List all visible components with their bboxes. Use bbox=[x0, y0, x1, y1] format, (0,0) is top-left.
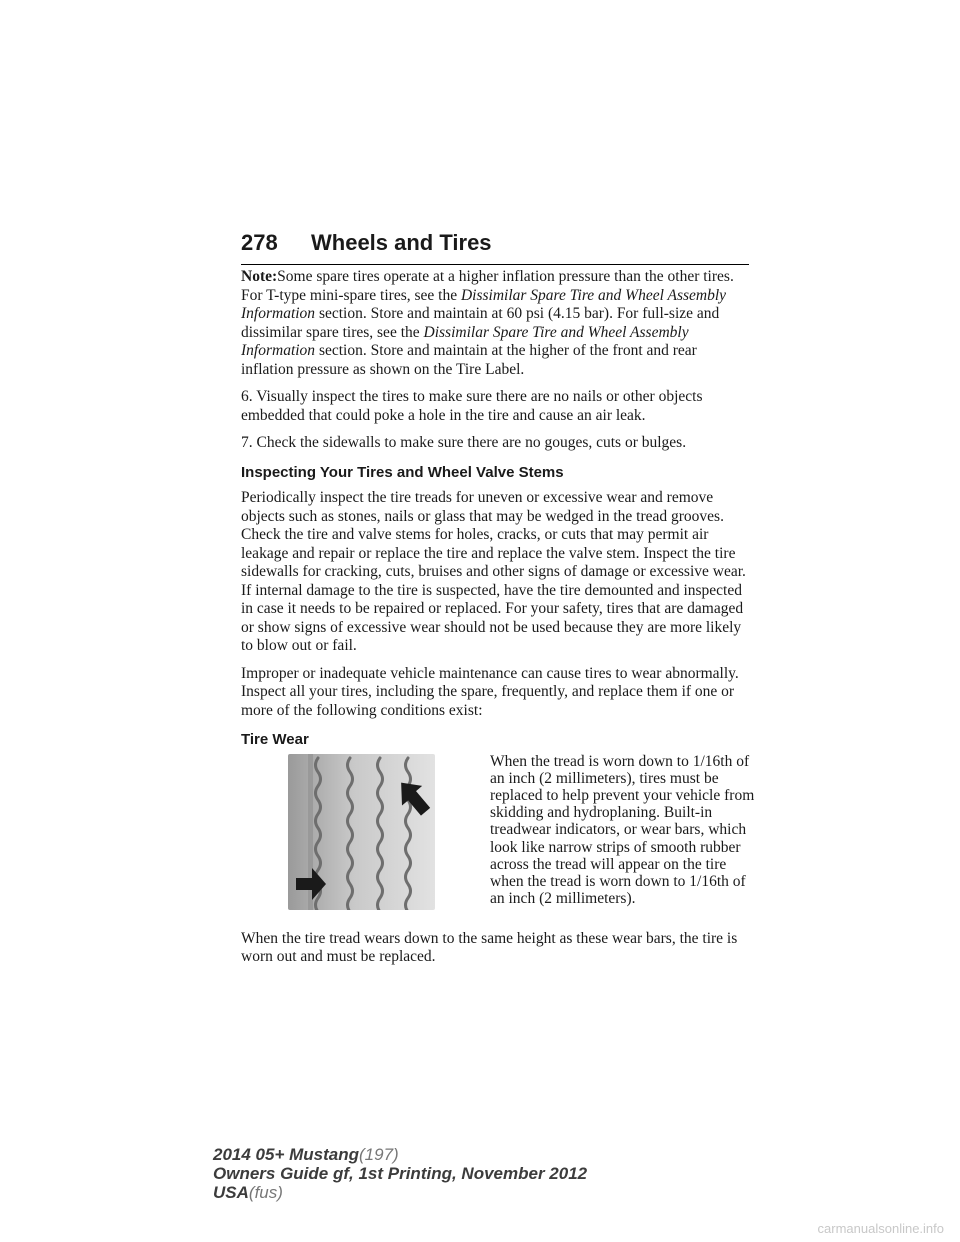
tire-wear-after-paragraph: When the tire tread wears down to the same height as these wear bars, the tire is worn out and must be replaced. bbox=[241, 929, 738, 965]
note-text-1: Some spare tires operate at a higher inflation pressure than the other tires. For T-type mini-spare tires, see the bbox=[241, 268, 734, 304]
footer-market: USA bbox=[213, 1183, 249, 1202]
footer-model-code: (197) bbox=[359, 1145, 399, 1164]
page-header bbox=[241, 230, 749, 265]
note-reference-1: Dissimilar Spare Tire and Wheel Assembly Information bbox=[241, 286, 727, 322]
inspecting-paragraph-1: Periodically inspect the tire treads for uneven or excessive wear and remove objects such as stones, nails or glass that may be wedged in the tread grooves. Check the tire and valve stems for holes, cracks, or cuts that may permit air leakage and repair or replace the tire and replace the valve stem. Inspect the tire sidewalls for cracking, cuts, bruises and other signs of damage or excessive wear. If internal damage to the tire is suspected, have the tire demounted and inspected in case it needs to be repaired or replaced. For your safety, tires that are damaged or show signs of excessive wear should not be used because they are more likely to blow out or fail. bbox=[241, 489, 746, 654]
step-6: 6. Visually inspect the tires to make sure there are no nails or other objects embedded that could poke a hole in the tire and cause an air leak. bbox=[241, 388, 703, 424]
page-footer bbox=[213, 1145, 587, 1202]
note-text-3: section. Store and maintain at the higher of the front and rear inflation pressure as shown on the Tire Label. bbox=[241, 342, 697, 378]
page-content bbox=[241, 268, 753, 976]
watermark: carmanualsonline.info bbox=[817, 1221, 944, 1236]
tire-wear-heading: Tire Wear bbox=[241, 731, 309, 748]
inspecting-heading: Inspecting Your Tires and Wheel Valve Stems bbox=[241, 463, 564, 481]
note-paragraph bbox=[241, 268, 753, 379]
note-text-2: section. Store and maintain at 60 psi (4.15 bar). For full-size and dissimilar spare tires, see the bbox=[241, 305, 720, 341]
note-label: Note: bbox=[241, 268, 278, 285]
tire-wear-description: When the tread is worn down to 1/16th of an inch (2 millimeters), tires must be replaced to help prevent your vehicle from skidding and hydroplaning. Built-in treadwear indicators, or wear bars, which look like narrow strips of smooth rubber across the tread will appear on the tire when the tread is worn down to 1/16th of an inch (2 millimeters). bbox=[490, 752, 755, 908]
tire-tread-illustration bbox=[288, 754, 435, 910]
step-7: 7. Check the sidewalls to make sure there are no gouges, cuts or bulges. bbox=[241, 434, 687, 451]
footer-guide: Owners Guide gf, 1st Printing, November 2012 bbox=[213, 1164, 588, 1183]
tire-wear-figure-row bbox=[241, 752, 755, 921]
note-reference-2: Dissimilar Spare Tire and Wheel Assembly Information bbox=[241, 323, 689, 359]
inspecting-paragraph-2: Improper or inadequate vehicle maintenance can cause tires to wear abnormally. Inspect all your tires, including the spare, frequently, and replace them if one or more of the following conditions exist: bbox=[241, 664, 739, 719]
footer-model: 2014 05+ Mustang bbox=[213, 1145, 359, 1164]
footer-market-code: (fus) bbox=[248, 1183, 283, 1202]
page-number: 278 bbox=[241, 230, 278, 255]
section-title: Wheels and Tires bbox=[311, 230, 492, 255]
